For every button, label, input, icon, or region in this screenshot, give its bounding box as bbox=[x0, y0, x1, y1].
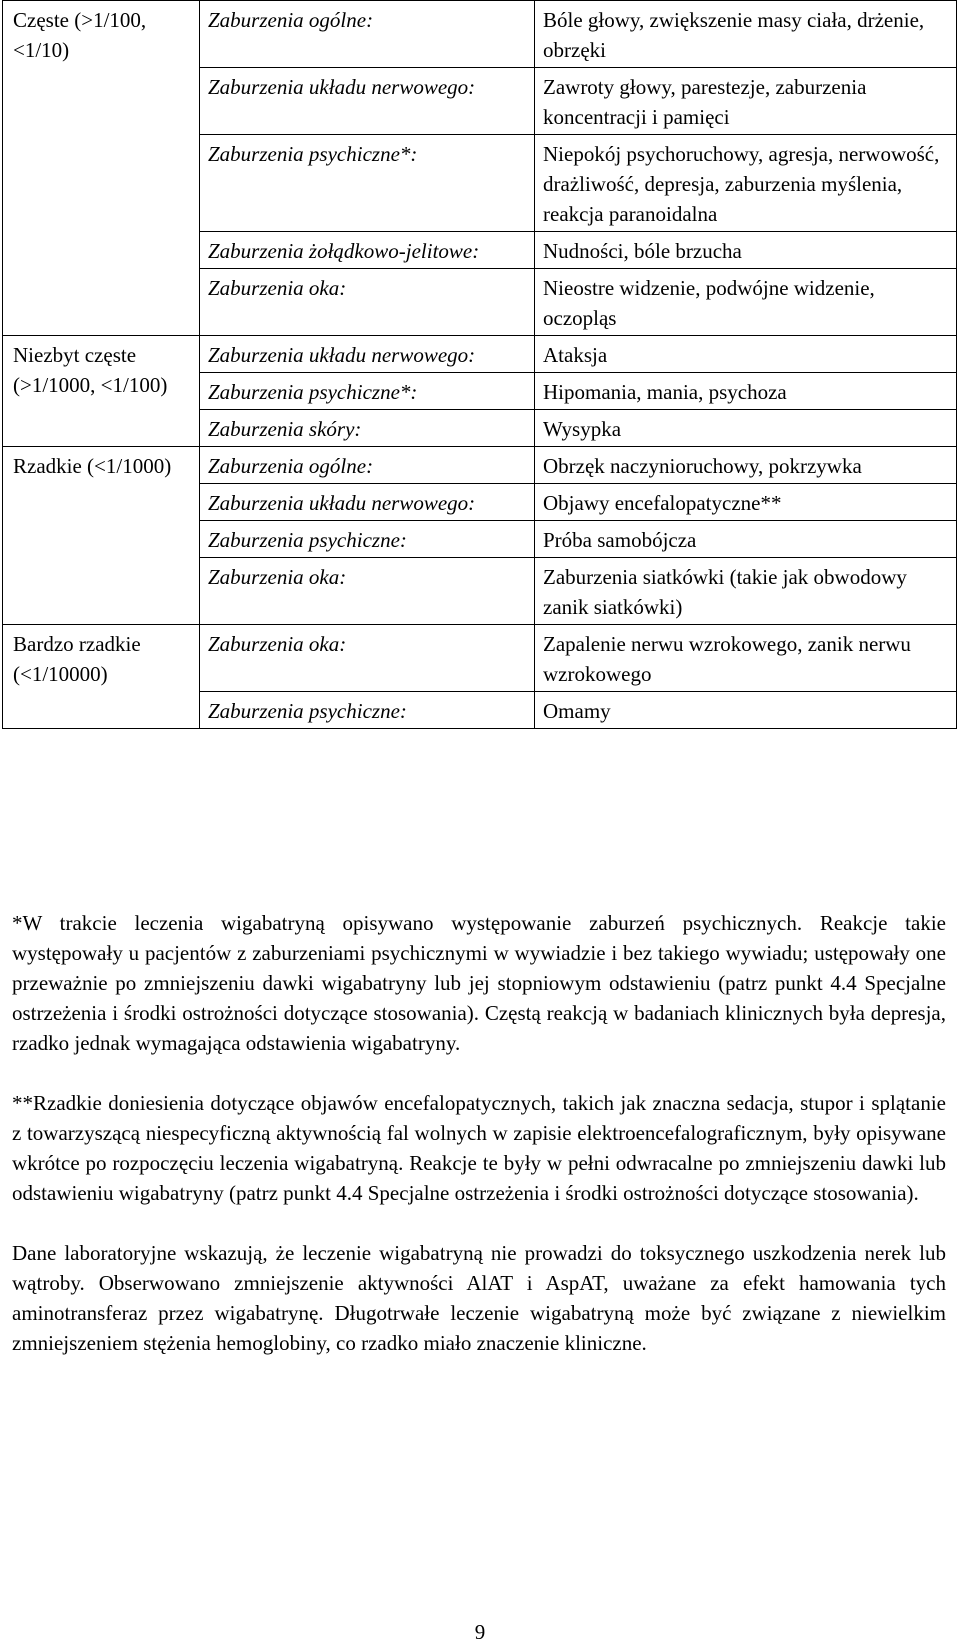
effect-cell: Hipomania, mania, psychoza bbox=[535, 373, 957, 410]
effect-cell: Zapalenie nerwu wzrokowego, zanik nerwu wzrokowego bbox=[535, 625, 957, 692]
footnote-psychiatric: *W trakcie leczenia wigabatryną opisywano występowanie zaburzeń psychicznych. Reakcje takie występowały u pacjentów z zaburzeniami psychicznymi w wywiadzie i bez takiego wywiadu; ustępowały one przeważnie po zmniejszeniu dawki wigabatryny lub jej stopniowym odstawieniu (patrz punkt 4.4 Specjalne ostrzeżenia i środki ostrożności dotyczące stosowania). Częstą reakcją w badaniach klinicznych była depresja, rzadko jednak wymagająca odstawienia wigabatryny. bbox=[12, 911, 946, 1055]
organ-class-cell: Zaburzenia psychiczne: bbox=[200, 692, 535, 729]
table-row bbox=[3, 447, 957, 484]
page-number: 9 bbox=[474, 1620, 486, 1644]
effect-cell: Bóle głowy, zwiększenie masy ciała, drżenie, obrzęki bbox=[535, 1, 957, 68]
effect-cell: Objawy encefalopatyczne** bbox=[535, 484, 957, 521]
effect-cell: Ataksja bbox=[535, 336, 957, 373]
effect-cell: Próba samobójcza bbox=[535, 521, 957, 558]
organ-class-cell: Zaburzenia oka: bbox=[200, 625, 535, 692]
effect-cell: Zaburzenia siatkówki (takie jak obwodowy zanik siatkówki) bbox=[535, 558, 957, 625]
effect-cell: Nudności, bóle brzucha bbox=[535, 232, 957, 269]
organ-class-cell: Zaburzenia żołądkowo-jelitowe: bbox=[200, 232, 535, 269]
effect-cell: Niepokój psychoruchowy, agresja, nerwowość, drażliwość, depresja, zaburzenia myślenia, reakcja paranoidalna bbox=[535, 135, 957, 232]
organ-class-cell: Zaburzenia układu nerwowego: bbox=[200, 68, 535, 135]
organ-class-cell: Zaburzenia skóry: bbox=[200, 410, 535, 447]
frequency-cell: Rzadkie (<1/1000) bbox=[3, 447, 200, 625]
effect-cell: Obrzęk naczynioruchowy, pokrzywka bbox=[535, 447, 957, 484]
effect-cell: Zawroty głowy, parestezje, zaburzenia koncentracji i pamięci bbox=[535, 68, 957, 135]
table-row bbox=[3, 1, 957, 68]
footnotes-section bbox=[12, 908, 946, 1388]
frequency-cell: Bardzo rzadkie (<1/10000) bbox=[3, 625, 200, 729]
organ-class-cell: Zaburzenia psychiczne: bbox=[200, 521, 535, 558]
laboratory-paragraph: Dane laboratoryjne wskazują, że leczenie wigabatryną nie prowadzi do toksycznego uszkodzenia nerek lub wątroby. Obserwowano zmniejszenie aktywności AlAT i AspAT, uważane za efekt hamowania tych aminotransferaz przez wigabatrynę. Długotrwałe leczenie wigabatryną może być związane z niewielkim zmniejszeniem stężenia hemoglobiny, co rzadko miało znaczenie kliniczne. bbox=[12, 1241, 946, 1355]
adverse-effects-table bbox=[2, 0, 957, 729]
frequency-cell: Niezbyt częste (>1/1000, <1/100) bbox=[3, 336, 200, 447]
organ-class-cell: Zaburzenia układu nerwowego: bbox=[200, 336, 535, 373]
organ-class-cell: Zaburzenia psychiczne*: bbox=[200, 373, 535, 410]
organ-class-cell: Zaburzenia ogólne: bbox=[200, 447, 535, 484]
footnote-encephalopathic: **Rzadkie doniesienia dotyczące objawów encefalopatycznych, takich jak znaczna sedacja, stupor i splątanie z towarzyszącą niespecyficzną aktywnością fal wolnych w zapisie elektroencefalograficznym, były opisywane wkrótce po rozpoczęciu leczenia wigabatryną. Reakcje te były w pełni odwracalne po zmniejszeniu dawki lub odstawieniu wigabatryny (patrz punkt 4.4 Specjalne ostrzeżenia i środki ostrożności dotyczące stosowania). bbox=[12, 1091, 946, 1205]
organ-class-cell: Zaburzenia ogólne: bbox=[200, 1, 535, 68]
table-row bbox=[3, 625, 957, 692]
organ-class-cell: Zaburzenia psychiczne*: bbox=[200, 135, 535, 232]
organ-class-cell: Zaburzenia oka: bbox=[200, 558, 535, 625]
effect-cell: Nieostre widzenie, podwójne widzenie, oczopląs bbox=[535, 269, 957, 336]
effect-cell: Omamy bbox=[535, 692, 957, 729]
organ-class-cell: Zaburzenia oka: bbox=[200, 269, 535, 336]
frequency-cell: Częste (>1/100, <1/10) bbox=[3, 1, 200, 336]
organ-class-cell: Zaburzenia układu nerwowego: bbox=[200, 484, 535, 521]
table-row bbox=[3, 336, 957, 373]
effect-cell: Wysypka bbox=[535, 410, 957, 447]
